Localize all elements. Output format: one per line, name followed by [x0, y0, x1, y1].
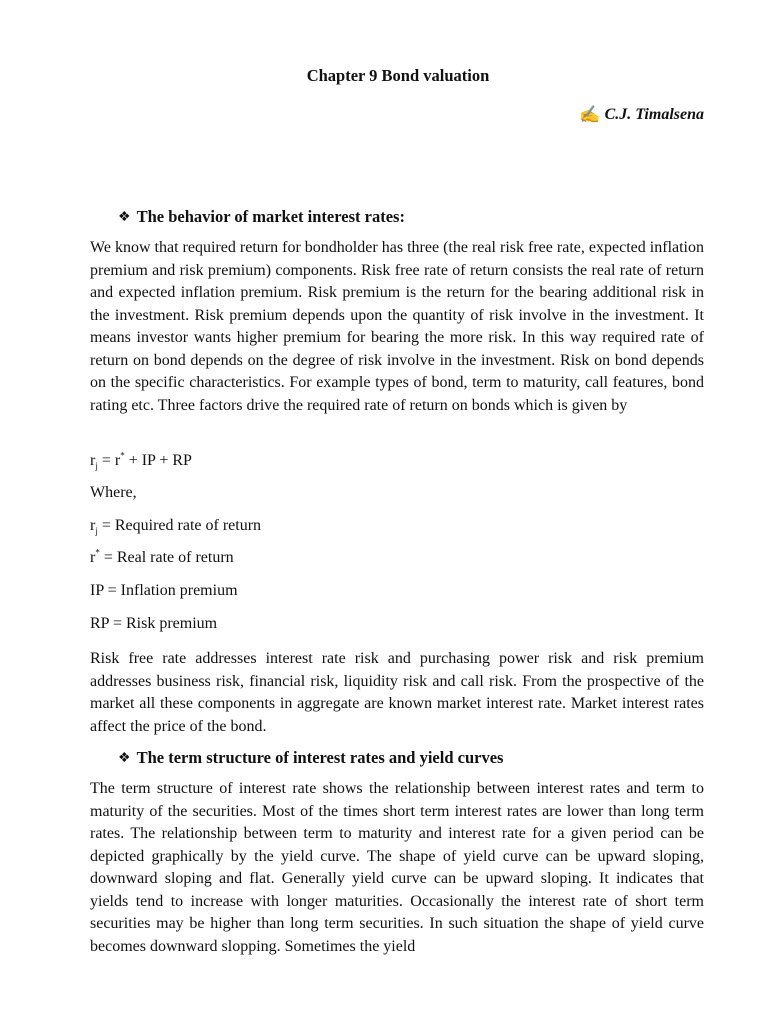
pen-hand-icon: ✍ [579, 105, 601, 124]
diamond-bullet-icon: ❖ [118, 209, 131, 225]
author-line [579, 105, 704, 125]
formula-required-return: $r_j = r^*$ + IP + RP [90, 450, 192, 472]
chapter-title: Chapter 9 Bond valuation [306, 66, 490, 85]
paragraph-term-structure: The term structure of interest rate shows the relationship between interest rates and term to maturity of the securities. Most of the times short term interest rates are lower than long term rates. The relationship between term to maturity and interest rate for a given period can be depicted graphically by the yield curve. The shape of yield curve can be upward sloping, downward sloping and flat. Generally yield curve can be upward sloping. It indicates that yields tend to increase with longer maturities. Occasionally the interest rate of short term securities may be higher than long term securities. In such situation the shape of yield curve becomes downward slopping. Sometimes the yield [90, 780, 704, 955]
diamond-bullet-icon: ❖ [118, 750, 131, 766]
section-heading-term-structure [118, 748, 503, 768]
author-name: C.J. Timalsena [604, 106, 704, 123]
section-heading-text: The behavior of market interest rates: [136, 207, 405, 226]
paragraph-risk-free-rate: Risk free rate addresses interest rate risk and purchasing power risk and risk premium addresses business risk, financial risk, liquidity risk and call risk. From the prospective of the market all these components in aggregate are known market interest rate. Market interest rates affect the price of the bond. [90, 650, 704, 735]
definition-rp: RP = Risk premium [90, 615, 218, 632]
section-heading-market-interest-rates [118, 207, 405, 227]
section-heading-text: The term structure of interest rates and yield curves [136, 748, 504, 767]
paragraph-required-return: We know that required return for bondholder has three (the real risk free rate, expected inflation premium and risk premium) components. Risk free rate of return consists the real rate of return and expected inflation premium. Risk premium is the return for the bearing additional risk in the investment. Risk premium depends upon the quantity of risk involve in the investment. It means investor wants higher premium for bearing the more risk. In this way required rate of return on bond depends on the degree of risk involve in the investment. Risk on bond depends on the specific characteristics. For example types of bond, term to maturity, call features, bond rating etc. Three factors drive the required rate of return on bonds which is given by [90, 239, 704, 414]
where-label: Where, [90, 484, 137, 501]
definition-ip: IP = Inflation premium [90, 582, 238, 599]
definition-rj: $r_j$ = Required rate of return [90, 517, 262, 537]
definition-r-star: r* = Real rate of return [90, 547, 234, 566]
